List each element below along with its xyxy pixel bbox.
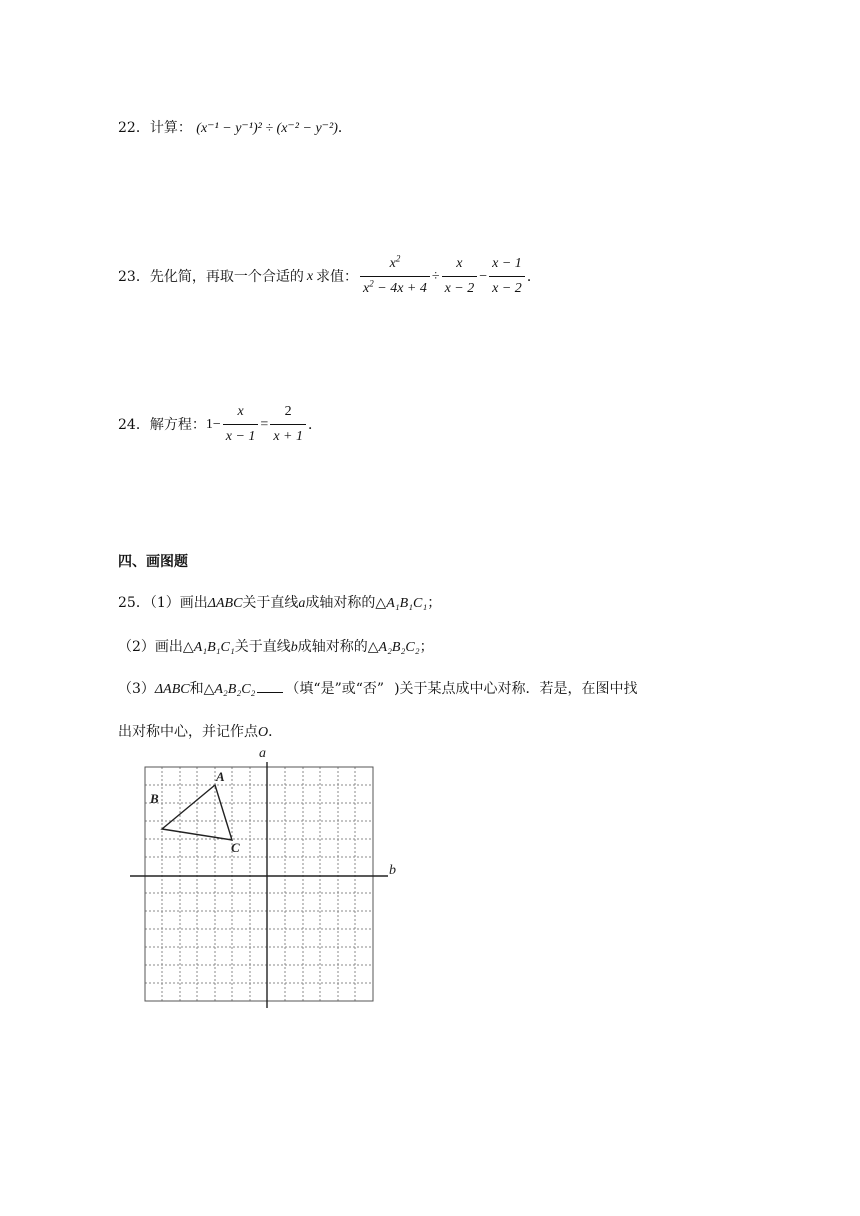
fraction-1: $\frac{x^2}{x^2 - 4x + 4}$ (360, 254, 430, 299)
section-heading: 四、画图题 (118, 554, 188, 570)
question-24: 24． 解方程： 1 − $\frac{x}{x - 1}$ = $\frac{2}{x + 1}$ ． (118, 402, 322, 447)
text: 关于直线 (242, 595, 299, 611)
question-23: 23． 先化简，再取一个合适的 x 求值： $\frac{x^2}{x^2 - 4x + 4}$ ÷ $\frac{x}{x - 2}$ − $\frac{x - 1}{x - 2}$ ． (118, 254, 541, 299)
question-label-2: 求值： (316, 268, 359, 285)
triangle-name: ΔABC (154, 682, 190, 697)
triangle-name: ΔABC (207, 596, 243, 611)
text: 出对称中心，并记作点 (118, 724, 258, 740)
text: （2）画出△ (118, 639, 194, 655)
text: ． (268, 724, 283, 740)
text: 和△ (189, 681, 215, 697)
triangle-name: A₂B₂C₂ (378, 640, 420, 655)
period: ． (526, 268, 541, 285)
text: 成轴对称的△ (297, 639, 379, 655)
triangle-name: A₁B₁C₁ (193, 640, 235, 655)
line-name: a (298, 596, 306, 611)
axis-b-label: b (389, 863, 396, 878)
question-number: 23． (118, 268, 150, 285)
text: )关于某点成中心对称．若是，在图中找 (394, 681, 638, 697)
text: （1）画出 (149, 595, 208, 611)
point-name: O (258, 725, 269, 740)
vertex-b-label: B (150, 791, 159, 806)
fraction-1: $\frac{x}{x - 1}$ (223, 402, 259, 447)
fraction-2: $\frac{x}{x - 2}$ (442, 254, 478, 299)
period: ． (307, 416, 322, 433)
text: 关于直线 (234, 639, 291, 655)
question-number: 22． (118, 120, 150, 136)
grid-lines (145, 767, 373, 1001)
constant-one: 1 (205, 416, 213, 432)
triangle-name: A₂B₂C₂ (214, 682, 256, 697)
question-label: 计算： (149, 120, 192, 136)
question-number: 25． (118, 595, 150, 611)
triangle-name: A₁B₁C₁ (386, 596, 428, 611)
text: ； (419, 639, 434, 655)
text: （3） (118, 681, 155, 697)
line-name: b (290, 640, 298, 655)
fraction-2: $\frac{2}{x + 1}$ (270, 402, 306, 447)
axis-a-label: a (259, 746, 266, 761)
period: ． (337, 120, 352, 136)
question-label: 先化简，再取一个合适的 (149, 268, 304, 285)
question-number: 24． (118, 416, 150, 433)
vertex-c-label: C (231, 840, 240, 855)
text: （填“是”或“否” (285, 681, 385, 697)
vertex-a-label: A (216, 769, 225, 784)
fraction-3: $\frac{x - 1}{x - 2}$ (489, 254, 525, 299)
math-expression: (x⁻¹ − y⁻¹)² ÷ (x⁻² − y⁻²) (196, 121, 338, 136)
variable-x: x (306, 268, 314, 284)
text: ； (427, 595, 442, 611)
question-label: 解方程： (149, 416, 206, 433)
text: 成轴对称的△ (305, 595, 387, 611)
